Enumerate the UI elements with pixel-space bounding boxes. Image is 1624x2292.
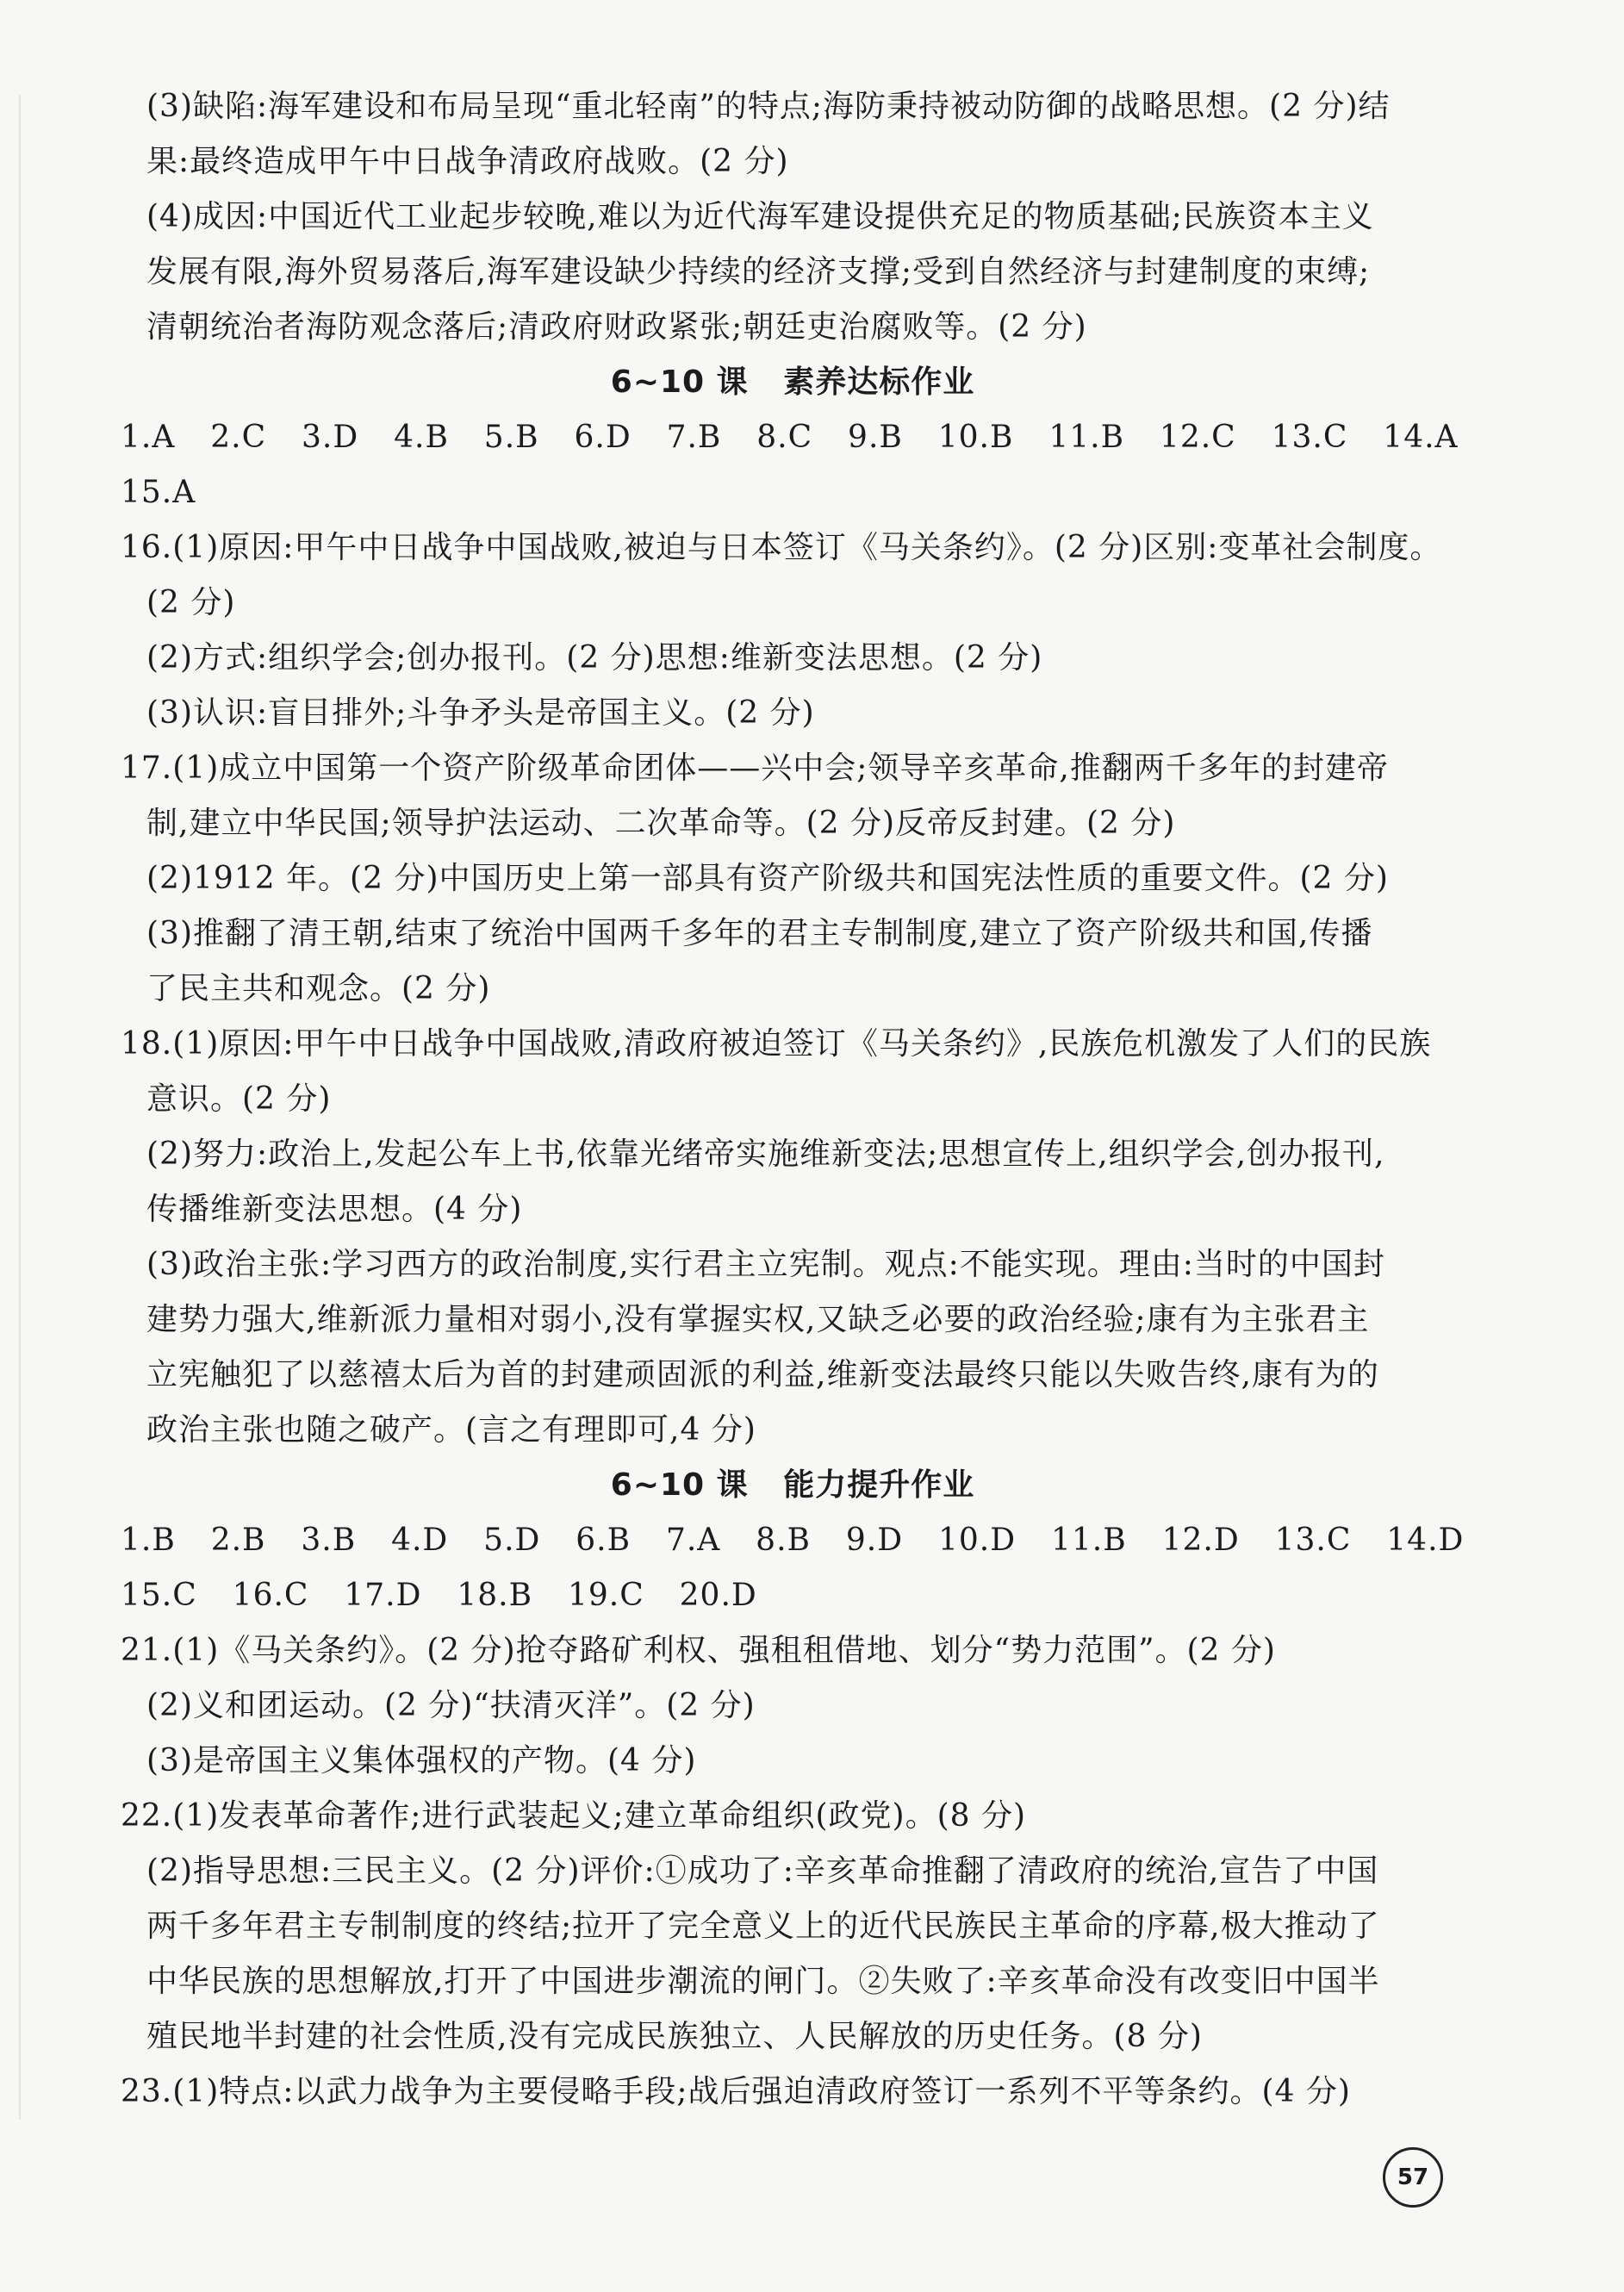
section-title: 6~10 课 素养达标作业 [610,364,975,400]
answer-text-block [121,79,1465,2120]
answer-key-line: 1.B 2.B 3.B 4.D 5.D 6.B 7.A 8.B 9.D 10.D 11.B 12.D 13.C 14.D [121,1523,1465,1558]
sub-answer-line: (2)指导思想:三民主义。(2 分)评价:①成功了:辛亥革命推翻了清政府的统治,宣告了中国 [146,1853,1379,1889]
question-answer-line: 17.(1)成立中国第一个资产阶级革命团体——兴中会;领导辛亥革命,推翻两千多年的封建帝 [121,751,1389,786]
sub-answer-line: (3)政治主张:学习西方的政治制度,实行君主立宪制。观点:不能实现。理由:当时的中国封 [146,1247,1385,1282]
sub-answer-line: 立宪触犯了以慈禧太后为首的封建顽固派的利益,维新变法最终只能以失败告终,康有为的 [146,1357,1379,1392]
sub-answer-line: (3)是帝国主义集体强权的产物。(4 分) [146,1743,697,1778]
answer-key-line: 15.C 16.C 17.D 18.B 19.C 20.D [121,1578,757,1613]
sub-answer-line: 发展有限,海外贸易落后,海军建设缺少持续的经济支撑;受到自然经济与封建制度的束缚; [146,254,1371,290]
answer-key-line: 1.A 2.C 3.D 4.B 5.B 6.D 7.B 8.C 9.B 10.B 11.B 12.C 13.C 14.A [121,420,1459,455]
sub-answer-line: 清朝统治者海防观念落后;清政府财政紧张;朝廷吏治腐败等。(2 分) [146,309,1087,345]
sub-answer-line: 果:最终造成甲午中日战争清政府战败。(2 分) [146,144,789,179]
sub-answer-line: 两千多年君主专制制度的终结;拉开了完全意义上的近代民族民主革命的序幕,极大推动了 [146,1909,1380,1944]
question-answer-line: 22.(1)发表革命著作;进行武装起义;建立革命组织(政党)。(8 分) [121,1798,1027,1834]
sub-answer-line: (2)努力:政治上,发起公车上书,依靠光绪帝实施维新变法;思想宣传上,组织学会,创办报刊, [146,1137,1385,1172]
sub-answer-line: 建势力强大,维新派力量相对弱小,没有掌握实权,又缺乏必要的政治经验;康有为主张君主 [146,1302,1370,1337]
sub-answer-line: (2 分) [146,585,236,620]
question-answer-line: 23.(1)特点:以武力战争为主要侵略手段;战后强迫清政府签订一系列不平等条约。(4 分) [121,2074,1351,2109]
question-answer-line: 21.(1)《马关条约》。(2 分)抢夺路矿利权、强租租借地、划分“势力范围”。(2 分) [121,1633,1276,1668]
sub-answer-line: 政治主张也随之破产。(言之有理即可,4 分) [146,1412,756,1448]
page-edge-line [19,95,21,2120]
question-answer-line: 16.(1)原因:甲午中日战争中国战败,被迫与日本签订《马关条约》。(2 分)区别:变革社会制度。 [121,530,1442,565]
question-answer-line: 18.(1)原因:甲午中日战争中国战败,清政府被迫签订《马关条约》,民族危机激发了人们的民族 [121,1026,1432,1062]
section-title: 6~10 课 能力提升作业 [610,1467,975,1503]
page-number-badge: 57 [1383,2147,1443,2208]
sub-answer-line: (2)方式:组织学会;创办报刊。(2 分)思想:维新变法思想。(2 分) [146,640,1043,676]
sub-answer-line: (2)义和团运动。(2 分)“扶清灭洋”。(2 分) [146,1688,756,1723]
sub-answer-line: (3)认识:盲目排外;斗争矛头是帝国主义。(2 分) [146,695,815,731]
sub-answer-line: 制,建立中华民国;领导护法运动、二次革命等。(2 分)反帝反封建。(2 分) [146,806,1176,841]
sub-answer-line: 意识。(2 分) [146,1081,332,1117]
sub-answer-line: 殖民地半封建的社会性质,没有完成民族独立、人民解放的历史任务。(8 分) [146,2019,1203,2054]
sub-answer-line: 了民主共和观念。(2 分) [146,971,491,1006]
sub-answer-line: 中华民族的思想解放,打开了中国进步潮流的闸门。②失败了:辛亥革命没有改变旧中国半 [146,1964,1380,1999]
sub-answer-line: (4)成因:中国近代工业起步较晚,难以为近代海军建设提供充足的物质基础;民族资本主义 [146,199,1374,234]
sub-answer-line: (2)1912 年。(2 分)中国历史上第一部具有资产阶级共和国宪法性质的重要文件。(2 分) [146,861,1389,896]
sub-answer-line: 传播维新变法思想。(4 分) [146,1192,523,1227]
answer-key-line: 15.A [121,475,196,510]
sub-answer-line: (3)缺陷:海军建设和布局呈现“重北轻南”的特点;海防秉持被动防御的战略思想。(2 分)结 [146,89,1391,124]
sub-answer-line: (3)推翻了清王朝,结束了统治中国两千多年的君主专制制度,建立了资产阶级共和国,传播 [146,916,1373,951]
